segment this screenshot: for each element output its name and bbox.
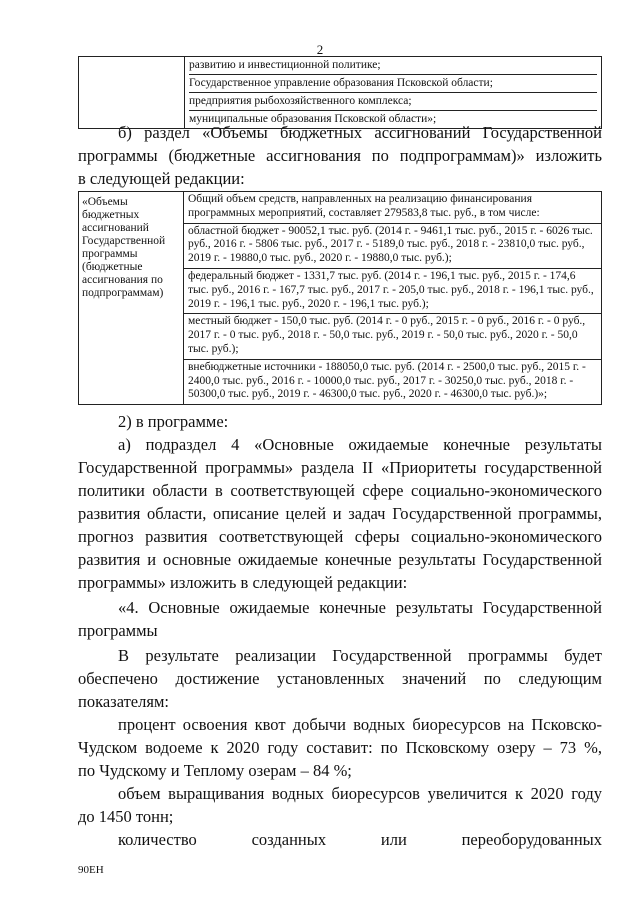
allocations-content xyxy=(184,192,602,405)
subsection-a-line: а) подраздел 4 «Основные ожидаемые конечные результаты xyxy=(118,435,602,454)
allocations-label: «Объемы бюджетных ассигнований Государственной программы (бюджетные ассигнования по подпрограммам) xyxy=(79,192,184,405)
section-b-line: программы (бюджетные ассигнования по подпрограммам)» изложить xyxy=(78,146,602,165)
party-line: Государственное управление образования Псковской области; xyxy=(189,75,597,93)
party-line: развитию и инвестиционной политике; xyxy=(189,57,597,75)
empty-cell xyxy=(79,57,185,129)
cultivation-volume-line: объем выращивания водных биоресурсов увеличится к 2020 году xyxy=(118,784,602,803)
results-line: показателям: xyxy=(78,692,169,711)
quota-percent-line: по Чудскому и Теплому озерам – 84 %; xyxy=(78,761,352,780)
section-4-heading: «4. Основные ожидаемые конечные результаты Государственной xyxy=(118,598,602,617)
total-budget-text: Общий объем средств, направленных на реализацию финансирования программных мероприятий, составляет 279583,8 тыс. руб., в том числе: xyxy=(184,192,601,224)
subsection-a-line: развития и основные ожидаемые конечные результаты Государственной xyxy=(78,550,602,569)
subsection-a-line: политики области в соответствующей сфере социально-экономического xyxy=(78,481,602,500)
document-code: 90ЕН xyxy=(78,864,104,876)
page-number: 2 xyxy=(316,42,324,57)
section-b-line: в следующей редакции: xyxy=(78,169,245,188)
regional-budget-text: областной бюджет - 90052,1 тыс. руб. (2014 г. - 9461,1 тыс. руб., 2015 г. - 6026 тыс. руб., 2016 г. - 5806 тыс. руб., 2017 г. - 5189,0 тыс. руб., 2018 г. - 23810,0 тыс. руб., 2019 г. - 19880,0 тыс. руб., 2020 г. - 19880,0 тыс. руб.); xyxy=(184,224,601,269)
local-budget-text: местный бюджет - 150,0 тыс. руб. (2014 г. - 0 руб., 2015 г. - 0 руб., 2016 г. - 0 руб., 2017 г. - 0 тыс. руб., 2018 г. - 50,0 тыс. руб., 2019 г. - 50,0 тыс. руб., 2020 г. - 50,0 тыс. руб.); xyxy=(184,314,601,359)
party-line: муниципальные образования Псковской области»; xyxy=(189,113,437,125)
budget-allocations-table xyxy=(78,191,602,405)
subsection-a-line: прогноз развития соответствующей сферы социально-экономического xyxy=(78,527,602,546)
subsection-a-line: развития области, описание целей и задач Государственной программы, xyxy=(78,504,602,523)
results-line: обеспечено достижение установленных значений по следующим xyxy=(78,669,602,688)
subsection-a-line: Государственной программы» раздела II «Приоритеты государственной xyxy=(78,458,602,477)
subsection-a-line: программы» изложить в следующей редакции: xyxy=(78,573,408,592)
party-line: предприятия рыбохозяйственного комплекса; xyxy=(189,93,597,111)
quantity-line: количество созданных или переоборудованных xyxy=(118,830,602,849)
federal-budget-text: федеральный бюджет - 1331,7 тыс. руб. (2014 г. - 196,1 тыс. руб., 2015 г. - 174,6 тыс. руб., 2016 г. - 167,7 тыс. руб., 2017 г. - 205,0 тыс. руб., 2018 г. - 196,1 тыс. руб., 2019 г. - 196,1 тыс. руб., 2020 г. - 196,1 тыс. руб.); xyxy=(184,269,601,314)
extrabudgetary-text: внебюджетные источники - 188050,0 тыс. руб. (2014 г. - 2500,0 тыс. руб., 2015 г. - 2400,0 тыс. руб., 2016 г. - 10000,0 тыс. руб., 2017 г. - 30250,0 тыс. руб., 2018 г. - 50300,0 тыс. руб., 2019 г. - 46300,0 тыс. руб., 2020 г. - 46300,0 тыс. руб.)»; xyxy=(188,360,586,401)
responsible-parties-table xyxy=(78,56,602,129)
parties-cell xyxy=(185,57,602,129)
quota-percent-line: Чудском водоеме к 2020 году составит: по Псковскому озеру – 73 %, xyxy=(78,738,602,757)
item-2-heading: 2) в программе: xyxy=(118,412,229,431)
cultivation-volume-line: до 1450 тонн; xyxy=(78,807,174,826)
results-line: В результате реализации Государственной программы будет xyxy=(118,646,602,665)
section-4-heading: программы xyxy=(78,621,158,640)
quota-percent-line: процент освоения квот добычи водных биоресурсов на Псковско- xyxy=(118,715,602,734)
section-b-line: б) раздел «Объемы бюджетных ассигнований Государственной xyxy=(118,123,602,142)
